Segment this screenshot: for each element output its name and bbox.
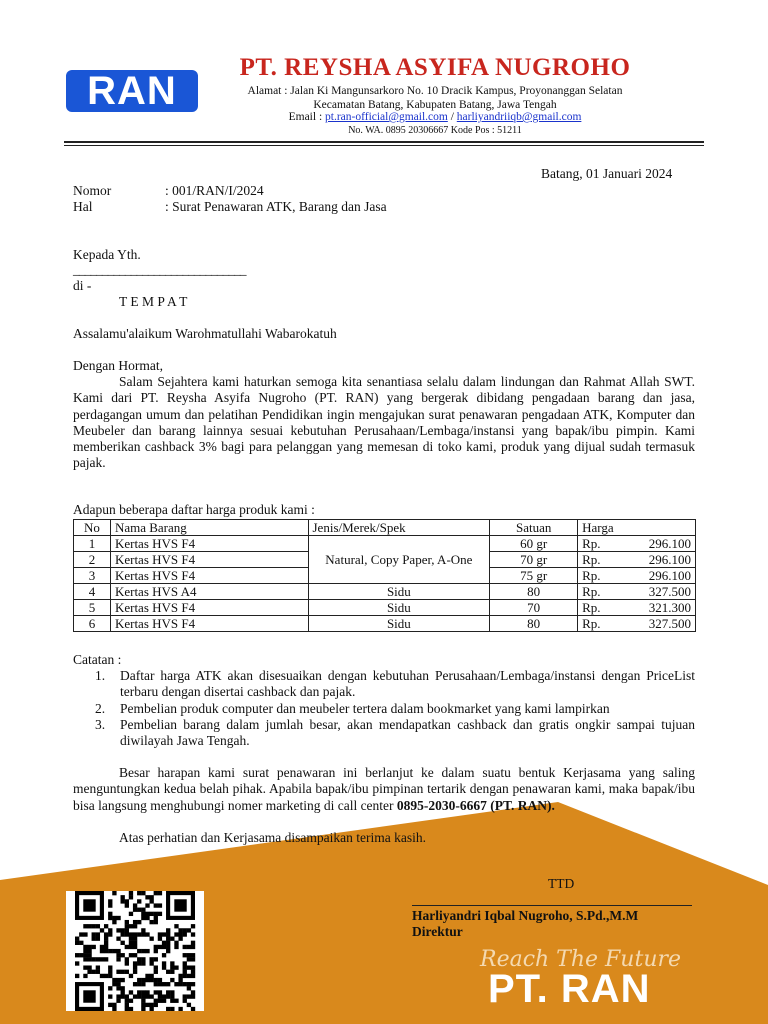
cell-satuan: 70 [490, 600, 578, 616]
cell-satuan: 75 gr [490, 568, 578, 584]
currency: Rp. [582, 584, 601, 599]
intro-paragraph: Salam Sejahtera kami haturkan semoga kita senantiasa selalu dalam lindungan dan Rahmat Allah SWT. Kami dari PT. Reysha Asyifa Nugroho (PT. RAN) yang bergerak dibidang pengadaan barang dan jasa, perdagangan umum dan pelatihan Pendidikan ingin mengajukan surat penawaran pengadaan ATK, Komputer dan Meubeler dan barang lainnya sesuai kebutuhan Perusahaan/Lembaga/instansi yang bapak/ibu pimpin. Kami memberikan cashback 3% bagi para pelanggan yang memesan di toko kami, produk yang dijual sudah termasuk pajak. [73, 374, 695, 471]
closing-paragraph [73, 765, 695, 814]
list-item [95, 701, 695, 717]
header-no: No [74, 520, 111, 536]
phone-line: No. WA. 0895 20306667 Kode Pos : 51211 [348, 125, 522, 136]
greeting-hormat: Dengan Hormat, [73, 358, 163, 373]
header-satuan: Satuan [490, 520, 578, 536]
di-label: di - [73, 278, 92, 293]
cell-satuan: 60 gr [490, 536, 578, 552]
notes-list [95, 668, 695, 749]
ttd-label: TTD [548, 876, 575, 891]
cell-no: 1 [74, 536, 111, 552]
signer-title: Direktur [412, 924, 463, 939]
currency: Rp. [582, 616, 601, 631]
cell-nama: Kertas HVS F4 [110, 616, 308, 632]
kepada-yth: Kepada Yth. [73, 247, 141, 262]
footer-slogan: Reach The Future [480, 947, 682, 972]
address-line-2: Kecamatan Batang, Kabupaten Batang, Jawa Tengah [313, 99, 557, 111]
call-center-number: 0895-2030-6667 (PT. RAN). [396, 797, 555, 813]
currency: Rp. [582, 552, 601, 567]
recipient-blank-line: ______________________________ [73, 262, 246, 277]
cell-satuan: 70 gr [490, 552, 578, 568]
address-line-1: Alamat : Jalan Ki Mangunsarkoro No. 10 Dracik Kampus, Proyonanggan Selatan [247, 85, 623, 97]
header-harga: Harga [578, 520, 696, 536]
cell-satuan: 80 [490, 616, 578, 632]
cell-satuan: 80 [490, 584, 578, 600]
price-table [73, 519, 696, 632]
cell-harga [578, 584, 696, 600]
cell-nama: Kertas HVS F4 [110, 568, 308, 584]
currency: Rp. [582, 600, 601, 615]
table-intro: Adapun beberapa daftar harga produk kami : [73, 502, 315, 517]
cell-spek: Sidu [308, 600, 490, 616]
cell-no: 5 [74, 600, 111, 616]
list-item [95, 668, 695, 701]
cell-nama: Kertas HVS A4 [110, 584, 308, 600]
price-value: 327.500 [648, 584, 691, 599]
nomor-value: : 001/RAN/I/2024 [165, 183, 264, 198]
cell-harga [578, 536, 696, 552]
cell-no: 2 [74, 552, 111, 568]
greeting-salam: Assalamu'alaikum Warohmatullahi Wabarokatuh [73, 326, 337, 341]
company-name: PT. REYSHA ASYIFA NUGROHO [239, 54, 631, 81]
cell-harga [578, 616, 696, 632]
signature-line [412, 905, 692, 906]
header-divider-thin [64, 145, 704, 146]
table-row [74, 584, 696, 600]
company-logo: RAN [66, 70, 198, 112]
cell-no: 3 [74, 568, 111, 584]
thanks-paragraph: Atas perhatian dan Kerjasama disampaikan terima kasih. [119, 830, 427, 845]
note-number: 2. [95, 700, 106, 716]
cell-spek: Sidu [308, 584, 490, 600]
note-number: 1. [95, 668, 106, 683]
note-number: 3. [95, 716, 106, 732]
tempat-label: T E M P A T [119, 294, 188, 309]
closing-text: Besar harapan kami surat penawaran ini berlanjut ke dalam suatu bentuk Kerjasama yang saling menguntungkan kedua belah pihak. Apabila bapak/ibu pimpinan tertarik dengan penawaran kami, maka bapak/ibu bisa langsung menghubungi nomer marketing di call center [73, 765, 695, 813]
header-spek: Jenis/Merek/Spek [308, 520, 490, 536]
currency: Rp. [582, 568, 601, 583]
note-text: Daftar harga ATK akan disesuaikan dengan kebutuhan Perusahaan/Lembaga/instansi dengan PriceList terbaru dengan disertai cashback dan pajak. [120, 668, 695, 700]
table-row [74, 616, 696, 632]
header-nama: Nama Barang [110, 520, 308, 536]
header-divider [64, 141, 704, 143]
cell-nama: Kertas HVS F4 [110, 552, 308, 568]
table-row [74, 536, 696, 552]
price-value: 327.500 [648, 616, 691, 631]
email-link-1[interactable]: pt.ran-official@gmail.com [325, 111, 448, 123]
nomor-label: Nomor [73, 183, 112, 198]
price-value: 321.300 [648, 600, 691, 615]
cell-harga [578, 568, 696, 584]
currency: Rp. [582, 536, 601, 551]
email-label: Email : [288, 111, 326, 123]
hal-label: Hal [73, 199, 93, 214]
cell-harga [578, 600, 696, 616]
table-header-row [74, 520, 696, 536]
cell-spek: Sidu [308, 616, 490, 632]
cell-no: 4 [74, 584, 111, 600]
price-value: 296.100 [648, 536, 691, 551]
cell-spek-merged: Natural, Copy Paper, A-One [308, 536, 490, 584]
signer-name: Harliyandri Iqbal Nugroho, S.Pd.,M.M [412, 908, 639, 923]
cell-nama: Kertas HVS F4 [110, 600, 308, 616]
note-text: Pembelian barang dalam jumlah besar, akan mendapatkan cashback dan gratis ongkir sampai tujuan diwilayah Jawa Tengah. [120, 716, 695, 749]
notes-title: Catatan : [73, 652, 122, 667]
footer-brand: PT. RAN [488, 967, 651, 1011]
cell-harga [578, 552, 696, 568]
hal-value: : Surat Penawaran ATK, Barang dan Jasa [165, 199, 387, 214]
email-link-2[interactable]: harliyandriiqb@gmail.com [456, 111, 582, 123]
letter-date: Batang, 01 Januari 2024 [541, 166, 673, 181]
cell-no: 6 [74, 616, 111, 632]
list-item [95, 717, 695, 750]
price-value: 296.100 [648, 568, 691, 583]
note-text: Pembelian produk computer dan meubeler tertera dalam bookmarket yang kami lampirkan [120, 700, 610, 716]
qr-code [66, 891, 204, 1011]
price-value: 296.100 [648, 552, 691, 567]
email-separator: / [447, 111, 457, 123]
cell-nama: Kertas HVS F4 [110, 536, 308, 552]
table-row [74, 600, 696, 616]
